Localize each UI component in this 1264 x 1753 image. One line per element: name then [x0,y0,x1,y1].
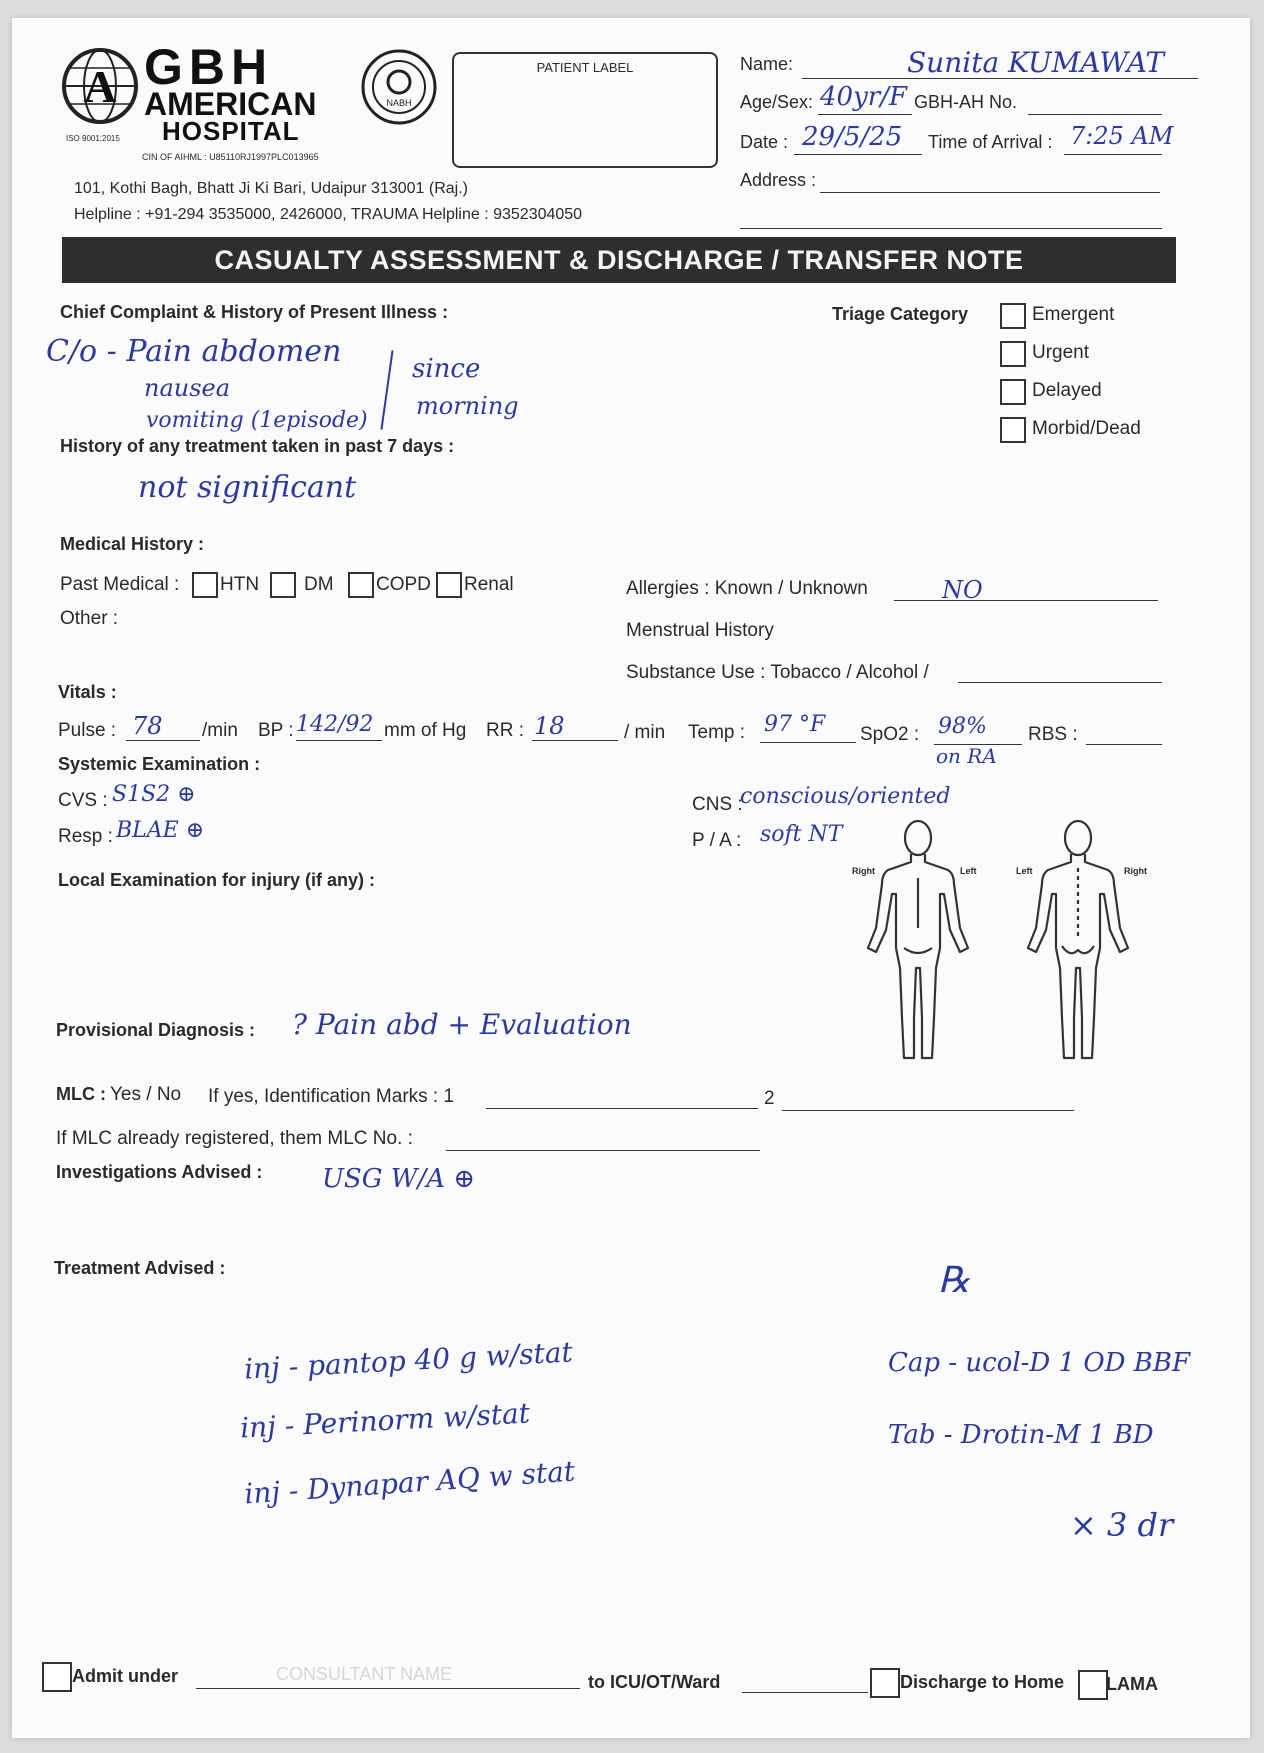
casualty-form [12,18,1250,1738]
bp-line [296,740,382,741]
front-left-label: Left [960,866,977,876]
cvs-label: CVS : [58,790,108,811]
pa-value[interactable]: soft NT [760,822,843,847]
front-right-label: Right [852,866,875,876]
address-line-2[interactable] [740,228,1162,229]
allergies-line [894,600,1158,601]
renal-label: Renal [464,574,514,595]
pulse-unit: /min [202,720,238,741]
treatment-right-1[interactable]: Cap - ucol-D 1 OD BBF [888,1348,1191,1378]
back-left-label: Left [1016,866,1033,876]
treatment-right-3[interactable]: × 3 dr [1070,1506,1174,1544]
local-exam-label: Local Examination for injury (if any) : [58,870,376,890]
treatment-label: Treatment Advised : [54,1258,226,1278]
treatment-left-1[interactable]: inj - pantop 40 g w/stat [243,1335,574,1386]
body-front-diagram-icon [858,818,978,1068]
date-line [794,154,922,155]
gbh-no-line[interactable] [1028,114,1162,115]
brand-american: AMERICAN [144,86,317,122]
bp-label: BP : [258,720,294,741]
dm-label: DM [304,574,334,595]
agesex-label: Age/Sex: [740,92,814,112]
complaint-label: Chief Complaint & History of Present Illness : [60,302,449,322]
date-label: Date : [740,132,789,152]
pa-label: P / A : [692,830,742,851]
temp-value[interactable]: 97 °F [764,712,826,737]
agesex-line [818,114,912,115]
allergies-label: Allergies : Known / Unknown [626,578,868,599]
brand-gbh: GBH [144,39,274,95]
brace-stroke [380,350,393,429]
other-label: Other : [60,608,119,629]
agesex-value[interactable]: 40yr/F [820,82,908,112]
iso-label: ISO 9001:2015 [66,134,120,143]
renal-checkbox[interactable] [436,572,462,598]
body-back-diagram-icon [1018,818,1138,1068]
investigations-value[interactable]: USG W/A ⊕ [322,1164,476,1194]
medical-history-label: Medical History : [60,534,205,554]
diagnosis-label: Provisional Diagnosis : [56,1020,256,1040]
lama-label: LAMA [1106,1674,1158,1694]
pulse-line [126,740,200,741]
pulse-value[interactable]: 78 [132,712,163,740]
resp-value[interactable]: BLAE ⊕ [116,818,205,843]
address-label: Address : [740,170,817,190]
back-right-label: Right [1124,866,1147,876]
complaint-line-3[interactable]: vomiting (1episode) [146,408,368,433]
bp-unit: mm of Hg [384,720,467,741]
logo-letter: A [83,61,117,112]
mlc-options[interactable]: Yes / No [110,1084,182,1105]
arrival-value[interactable]: 7:25 AM [1070,122,1174,150]
temp-line [760,742,856,743]
triage-label: Triage Category [832,304,969,324]
nabh-seal-icon [360,48,438,126]
treatment-right-2[interactable]: Tab - Drotin-M 1 BD [888,1420,1154,1450]
form-title: CASUALTY ASSESSMENT & DISCHARGE / TRANSFER NOTE [62,237,1176,283]
name-label: Name: [740,54,794,74]
temp-label: Temp : [688,722,746,743]
investigations-label: Investigations Advised : [56,1162,263,1182]
rr-unit: / min [624,722,666,743]
mlc-label: MLC : [56,1084,106,1104]
triage-emergent-checkbox[interactable] [1000,303,1026,329]
icu-label: to ICU/OT/Ward [588,1672,721,1692]
address-line-1[interactable] [820,192,1160,193]
rr-line [532,740,618,741]
arrival-line [1064,154,1162,155]
consultant-name-placeholder: CONSULTANT NAME [276,1664,453,1684]
admit-checkbox[interactable] [42,1662,72,1692]
since-text[interactable]: since [412,354,481,384]
bp-value[interactable]: 142/92 [296,712,374,737]
treatment-history-value[interactable]: not significant [138,470,357,505]
spo2-note[interactable]: on RA [936,744,997,768]
arrival-label: Time of Arrival : [928,132,1053,152]
admit-label: Admit under [72,1666,178,1686]
icu-ward-line[interactable] [742,1692,868,1693]
triage-morbid-checkbox[interactable] [1000,417,1026,443]
patient-label-box [452,52,718,168]
date-value[interactable]: 29/5/25 [802,122,903,152]
admit-consultant-line[interactable] [196,1688,580,1689]
brand-hospital: HOSPITAL [162,116,300,146]
triage-delayed-checkbox[interactable] [1000,379,1026,405]
spo2-value[interactable]: 98% [938,714,987,739]
gbh-no-label: GBH-AH No. [914,92,1018,112]
spo2-label: SpO2 : [860,724,920,745]
lama-checkbox[interactable] [1078,1670,1108,1700]
pulse-label: Pulse : [58,720,117,741]
htn-checkbox[interactable] [192,572,218,598]
patient-label-title: PATIENT LABEL [536,60,634,75]
rx-symbol: ℞ [938,1260,971,1301]
triage-morbid-label: Morbid/Dead [1032,418,1141,439]
hospital-helpline: Helpline : +91-294 3535000, 2426000, TRAUMA Helpline : 9352304050 [74,206,583,223]
triage-emergent-label: Emergent [1032,304,1115,325]
discharge-label: Discharge to Home [900,1672,1065,1692]
triage-delayed-label: Delayed [1032,380,1102,401]
cns-value[interactable]: conscious/oriented [740,784,951,809]
rr-value[interactable]: 18 [534,712,565,740]
triage-urgent-label: Urgent [1032,342,1090,363]
diagnosis-value[interactable]: ? Pain abd + Evaluation [292,1008,632,1041]
nabh-text: NABH [386,98,412,108]
menstrual-label: Menstrual History [626,620,774,641]
cin-number: CIN OF AIHML : U85110RJ1997PLC013965 [142,152,319,162]
marks-label: If yes, Identification Marks : 1 [208,1086,455,1107]
vitals-label: Vitals : [58,682,117,702]
hospital-address: 101, Kothi Bagh, Bhatt Ji Ki Bari, Udaipur 313001 (Raj.) [74,180,468,197]
substance-line[interactable] [958,682,1162,683]
mlc-registered-label: If MLC already registered, them MLC No. : [56,1128,413,1149]
dm-checkbox[interactable] [270,572,296,598]
cvs-value[interactable]: S1S2 ⊕ [112,782,196,807]
past-medical-label: Past Medical : [60,574,180,595]
rbs-line[interactable] [1086,744,1162,745]
marks-line-1[interactable] [486,1108,758,1109]
name-value[interactable]: Sunita KUMAWAT [907,46,1165,79]
treatment-left-2[interactable]: inj - Perinorm w/stat [239,1396,531,1445]
complaint-line-1[interactable]: C/o - Pain abdomen [46,334,342,369]
complaint-line-2[interactable]: nausea [144,374,231,402]
treatment-history-label: History of any treatment taken in past 7 days : [60,436,455,456]
resp-label: Resp : [58,826,113,847]
substance-label: Substance Use : Tobacco / Alcohol / [626,662,929,683]
triage-urgent-checkbox[interactable] [1000,341,1026,367]
marks-two-label: 2 [764,1088,775,1109]
copd-checkbox[interactable] [348,572,374,598]
cns-label: CNS : [692,794,743,815]
htn-label: HTN [220,574,260,595]
systemic-exam-label: Systemic Examination : [58,754,261,774]
copd-label: COPD [376,574,431,595]
allergies-value[interactable]: NO [942,576,983,604]
rbs-label: RBS : [1028,724,1078,745]
discharge-checkbox[interactable] [870,1668,900,1698]
marks-line-2[interactable] [782,1110,1074,1111]
hospital-globe-logo-icon [60,46,140,126]
mlc-number-line[interactable] [446,1150,760,1151]
treatment-left-3[interactable]: inj - Dynapar AQ w stat [243,1454,577,1511]
rr-label: RR : [486,720,524,741]
morning-text[interactable]: morning [416,392,519,420]
